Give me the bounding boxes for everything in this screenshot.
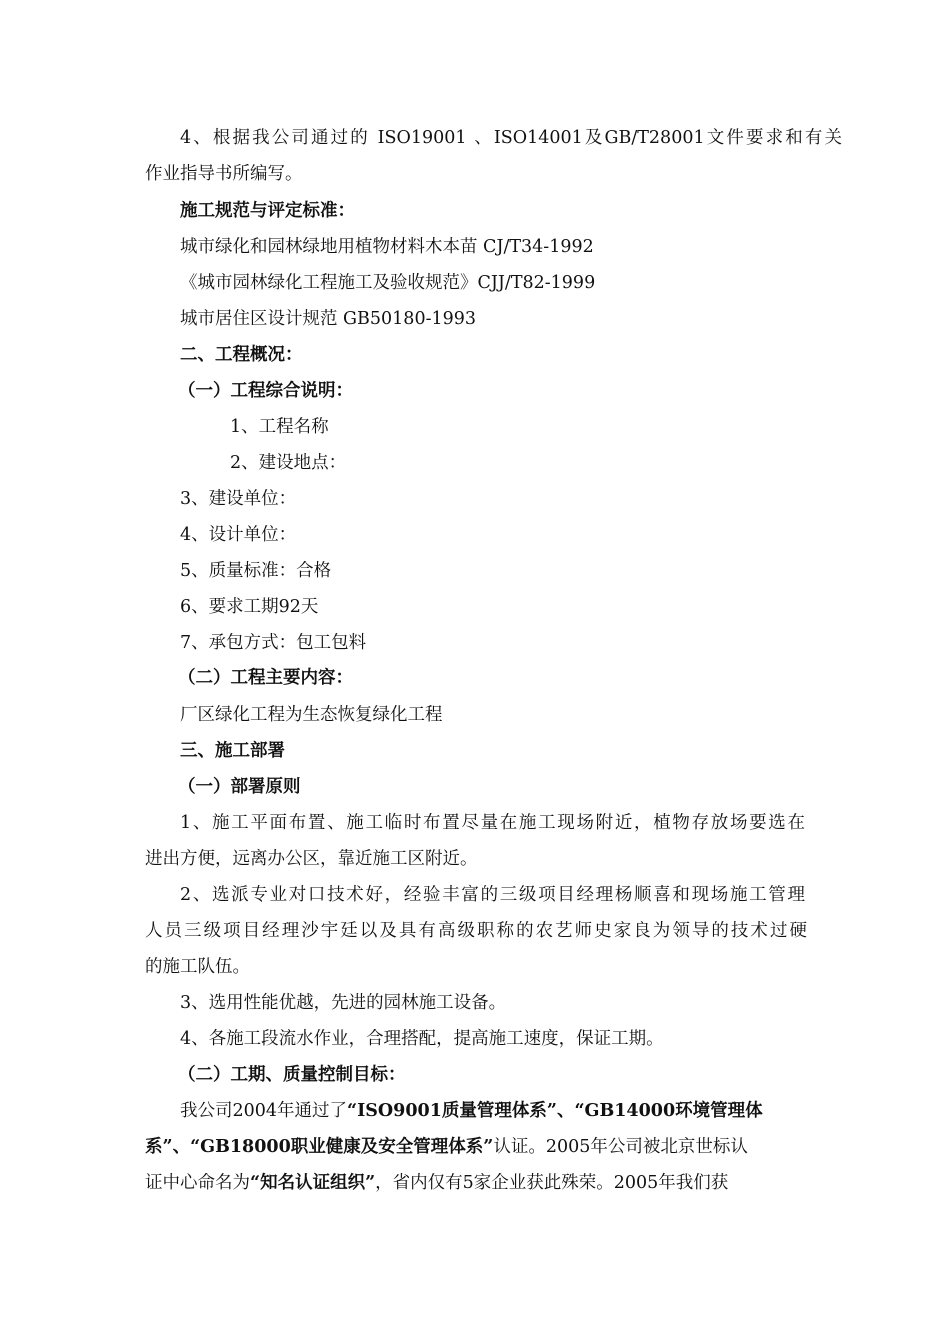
paragraph-line: 厂区绿化工程为生态恢复绿化工程 [180,705,443,725]
paragraph-line [145,1136,748,1158]
paragraph-line: 2、选派专业对口技术好，经验丰富的三级项目经理杨顺喜和现场施工管理 [180,885,805,905]
list-item: 7、承包方式：包工包料 [180,633,367,653]
list-item: 3、建设单位： [180,489,297,509]
emphasis-text: “ISO9001质量管理体系”、“GB14000环境管理体 [347,1101,763,1121]
subsection-heading: （一）工程综合说明： [178,381,353,401]
list-item: 4、设计单位： [180,525,297,545]
paragraph-line: 作业指导书所编写。 [145,164,303,184]
subsection-heading: （二）工程主要内容： [178,668,353,688]
section-heading: 二、工程概况： [180,345,303,365]
text-run: 证中心命名为 [145,1173,250,1193]
paragraph-line: 4、根据我公司通过的 ISO19001 、ISO14001及GB/T28001文件要求和有关 [180,128,842,148]
subsection-heading: （二）工期、质量控制目标： [178,1065,406,1085]
text-run: ，省内仅有5家企业获此殊荣。2005年我们获 [375,1173,729,1193]
emphasis-text: 系”、“GB18000职业健康及安全管理体系” [145,1137,494,1157]
paragraph-line: 人员三级项目经理沙宇廷以及具有高级职称的农艺师史家良为领导的技术过硬 [145,921,807,941]
paragraph-line: 1、施工平面布置、施工临时布置尽量在施工现场附近，植物存放场要选在 [180,813,805,833]
emphasis-text: “知名认证组织” [250,1173,376,1193]
text-run: 认证。2005年公司被北京世标认 [493,1137,748,1157]
text-run: 我公司2004年通过了 [180,1101,348,1121]
section-heading: 施工规范与评定标准： [180,201,355,221]
standard-item: 城市绿化和园林绿地用植物材料木本苗 CJ/T34-1992 [180,237,594,257]
paragraph-line [145,1172,728,1194]
paragraph-line [180,1100,763,1122]
list-item: 1、工程名称 [230,417,329,437]
paragraph-line: 的施工队伍。 [145,957,250,977]
standard-item: 城市居住区设计规范 GB50180-1993 [180,309,477,329]
section-heading: 三、施工部署 [180,741,285,761]
paragraph-line: 4、各施工段流水作业，合理搭配，提高施工速度，保证工期。 [180,1029,664,1049]
subsection-heading: （一）部署原则 [178,777,301,797]
list-item: 5、质量标准：合格 [180,561,332,581]
list-item: 6、要求工期92天 [180,597,319,617]
paragraph-line: 3、选用性能优越，先进的园林施工设备。 [180,993,507,1013]
list-item: 2、建设地点： [230,453,347,473]
paragraph-line: 进出方便，远离办公区，靠近施工区附近。 [145,849,478,869]
standard-item: 《城市园林绿化工程施工及验收规范》CJJ/T82-1999 [180,273,596,293]
